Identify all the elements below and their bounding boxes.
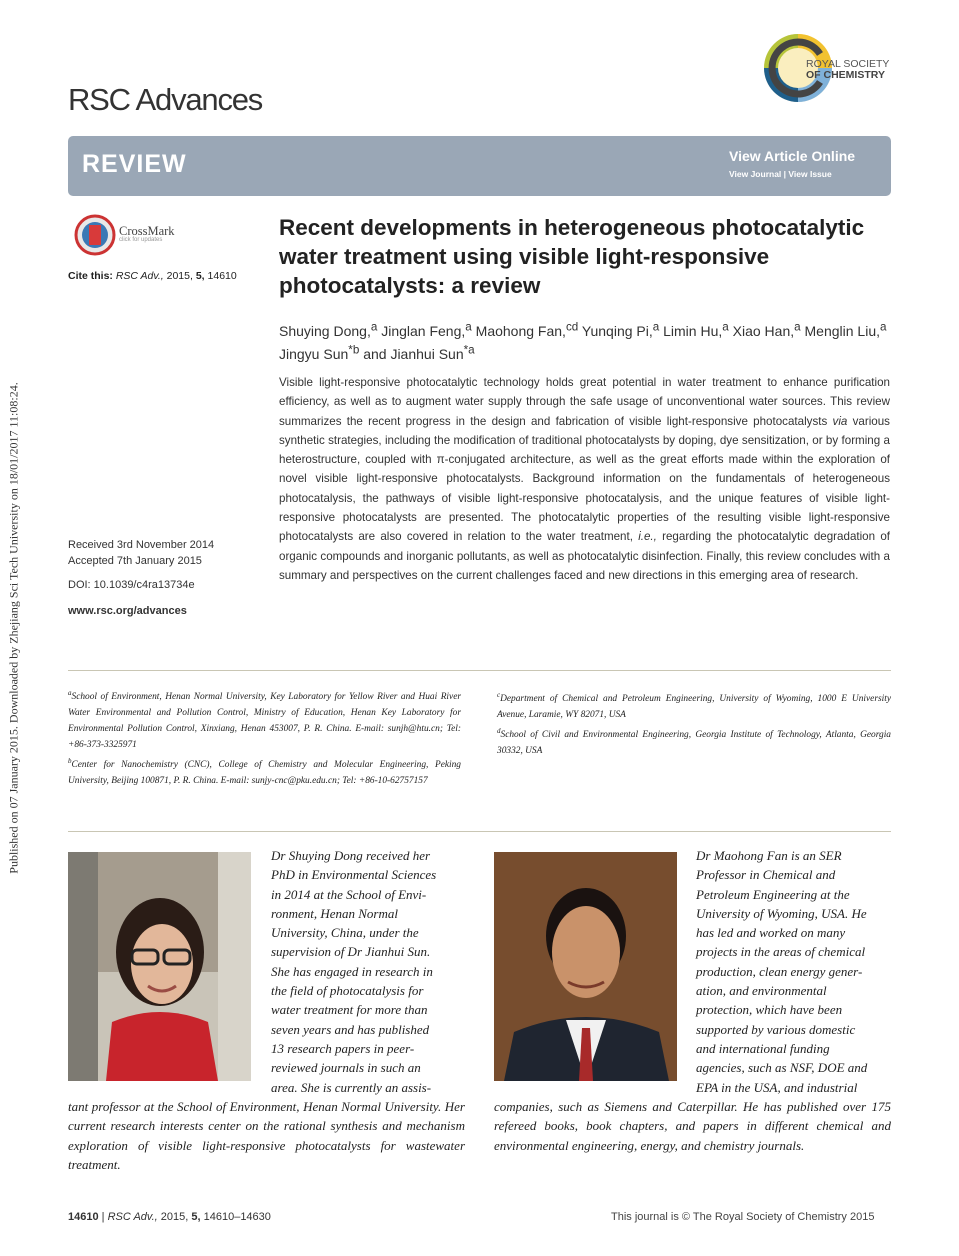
bio-line: and international funding <box>696 1040 830 1056</box>
author: Yunqing Pi,$^a$ <box>581 320 660 339</box>
bio-line: supervision of Dr Jianhui Sun. <box>271 944 431 960</box>
bio-line: Dr Shuying Dong received her <box>271 848 431 863</box>
bio-line: projects in the areas of chemical <box>696 944 866 960</box>
bio-line: Dr Maohong Fan is an SER <box>696 848 842 863</box>
cite-label: Cite this: <box>68 270 113 282</box>
author: Menglin Liu,$^a$ <box>804 320 887 339</box>
bio-line: the field of photocatalysis for <box>271 983 424 999</box>
bio-line: agencies, such as NSF, DOE and <box>696 1060 868 1076</box>
bio-line: She has engaged in research in <box>271 963 433 979</box>
author: Shuying Dong,$^a$ <box>279 320 378 339</box>
bio-line: University of Wyoming, USA. He <box>696 905 867 921</box>
affiliation: $^c$Department of Chemical and Petroleum Engineering, University of Wyoming, 1000 E University Avenue, Laramie, WY 82071, USA <box>497 691 891 721</box>
cite-volume: 5, <box>195 270 205 282</box>
bio-line: 13 research papers in peer- <box>271 1040 415 1056</box>
bio-line: in 2014 at the School of Envi- <box>271 886 427 902</box>
crossmark-icon[interactable] <box>74 214 116 256</box>
doi[interactable]: DOI: 10.1039/c4ra13734e <box>68 579 195 591</box>
journal-title: RSC Advances <box>68 82 263 117</box>
bio-divider <box>68 831 891 832</box>
logo-line-1: ROYAL SOCIETY <box>806 58 890 70</box>
cite-page: 14610 <box>207 270 237 282</box>
author: Maohong Fan,$^{cd}$ <box>475 320 579 339</box>
crossmark-label[interactable]: CrossMark <box>119 224 175 238</box>
bio-line: University, China, under the <box>271 925 419 941</box>
author: and Jianhui Sun$^{*a}$ <box>363 343 475 363</box>
download-note <box>2 0 26 1256</box>
affiliation-divider <box>68 670 891 671</box>
bio-line: reviewed journals in such an <box>271 1060 421 1076</box>
author-list <box>279 317 891 364</box>
copyright-notice: This journal is © The Royal Society of Chemistry 2015 <box>611 1211 875 1223</box>
bio-line: EPA in the USA, and industrial <box>696 1079 858 1095</box>
author-photo-shuying-dong <box>68 852 251 1081</box>
view-journal-issue-links[interactable]: View Journal | View Issue <box>729 169 832 179</box>
affiliation: $^b$Center for Nanochemistry (CNC), College of Chemistry and Molecular Engineering, Peking University, Beijing 100871, P. R. China. E-mail: sunjy-cnc@pku.edu.cn; Tel: +86-10-62757157 <box>68 757 461 787</box>
article-title: Recent developments in heterogeneous photocatalytic water treatment using visible light-responsive photocatalysts: a review <box>279 215 865 298</box>
abstract-part: regarding the photocatalytic degradation of organic compounds and inorganic pollutants, as well as photocatalytic disinfection. Finally, this review concludes with a summary and perspectives on the current challenges faced and new directions in this emerging area of research. <box>279 530 890 582</box>
download-note-text: Published on 07 January 2015. Downloaded by Zhejiang Sci Tech University on 18/01/2017 11:08:24. <box>6 382 21 874</box>
author: Xiao Han,$^a$ <box>732 320 801 339</box>
author: Limin Hu,$^a$ <box>663 320 729 339</box>
logo-line-2: OF CHEMISTRY <box>806 69 885 81</box>
bio-line: water treatment for more than <box>271 1002 428 1018</box>
footer-pages: 14610–14630 <box>203 1211 271 1223</box>
page-number: 14610 <box>68 1211 99 1223</box>
footer-volume: 5, <box>191 1211 201 1223</box>
citation <box>68 270 237 282</box>
bio-line: Petroleum Engineering at the <box>696 886 850 902</box>
bio-line: has led and worked on many <box>696 925 846 941</box>
review-banner <box>68 136 891 196</box>
logo-text <box>806 59 889 81</box>
affiliation: $^a$School of Environment, Henan Normal University, Key Laboratory for Yellow River and Huai River Water Environmental and Pollution Control, Ministry of Education, Henan Key Laboratory for Environmental Pollution Control, Xinxiang, Henan 453007, P. R. China. E-mail: sunjh@htu.cn; Tel: +86-373-3325971 <box>68 689 461 751</box>
bio-shuying-dong-tail: tant professor at the School of Environment, Henan Normal University. Her current research interests center on the rational synthesis and mechanism exploration of visible light-responsive photocatalysts for wastewater treatment. <box>68 1099 465 1172</box>
abstract-italic: via <box>832 414 848 428</box>
abstract-part: Visible light-responsive photocatalytic technology holds great potential in water treatment to enhance purification efficiency, as well as to augment water supply through the safe usage of unconventional water sources. This review summarizes the recent progress in the design and fabrication of visible light-responsive photocatalysts <box>279 376 890 428</box>
cite-journal: RSC Adv., <box>115 270 164 282</box>
bio-line: protection, which have been <box>696 1002 843 1018</box>
bio-shuying-dong-column <box>271 846 465 1097</box>
article-type-label: REVIEW <box>82 150 187 178</box>
footer-year: 2015, <box>160 1211 189 1223</box>
author-photo-maohong-fan <box>494 852 677 1081</box>
bio-line: ronment, Henan Normal <box>271 905 398 921</box>
crossmark-subtext[interactable]: click for updates <box>119 237 163 243</box>
affiliations-right <box>497 687 891 759</box>
bio-maohong-fan-column <box>696 846 890 1097</box>
author: Jinglan Feng,$^a$ <box>381 320 472 339</box>
abstract <box>279 373 890 585</box>
received-date: Received 3rd November 2014 <box>68 539 215 551</box>
view-article-online-link[interactable]: View Article Online <box>729 148 856 164</box>
abstract-part: various synthetic strategies, including the modification of traditional photocatalysts by doping, dye sensitization, or by forming a heterostructure, coupled with π-conjugated architecture, as well as the great efforts made within the exploration of novel visible light-responsive photocatalysts. Background information on the fundamentals of heterogeneous photocatalysis, the pathways of visible light-responsive photocatalysis, and the unique features of visible light-responsive photocatalysts are presented. The photocatalytic properties of the resulting visible light-responsive photocatalysts are also covered in relation to the water treatment, <box>279 414 890 544</box>
footer-separator: | <box>101 1211 108 1223</box>
abstract-italic: i.e., <box>638 530 657 544</box>
footer-journal: RSC Adv., <box>107 1211 158 1223</box>
bio-line: production, clean energy gener- <box>696 963 863 979</box>
bio-line: ation, and environmental <box>696 983 827 999</box>
bio-line: seven years and has published <box>271 1021 430 1037</box>
page-footer-citation <box>68 1211 271 1223</box>
author: Jingyu Sun$^{*b}$ <box>279 343 360 363</box>
cite-year: 2015, <box>166 270 193 282</box>
bio-line: Professor in Chemical and <box>696 867 836 883</box>
affiliation: $^d$School of Civil and Environmental Engineering, Georgia Institute of Technology, Atlanta, Georgia 30332, USA <box>497 727 891 757</box>
bio-line: area. She is currently an assis- <box>271 1079 432 1095</box>
journal-website-link[interactable]: www.rsc.org/advances <box>68 605 187 617</box>
accepted-date: Accepted 7th January 2015 <box>68 555 202 567</box>
bio-line: supported by various domestic <box>696 1021 856 1037</box>
bio-maohong-fan-tail: companies, such as Siemens and Caterpillar. He has published over 175 refereed books, book chapters, and papers in different chemical and environmental engineering, energy, and chemistry journals. <box>494 1099 891 1153</box>
bio-line: PhD in Environmental Sciences <box>271 867 437 883</box>
affiliations-left <box>68 685 461 789</box>
